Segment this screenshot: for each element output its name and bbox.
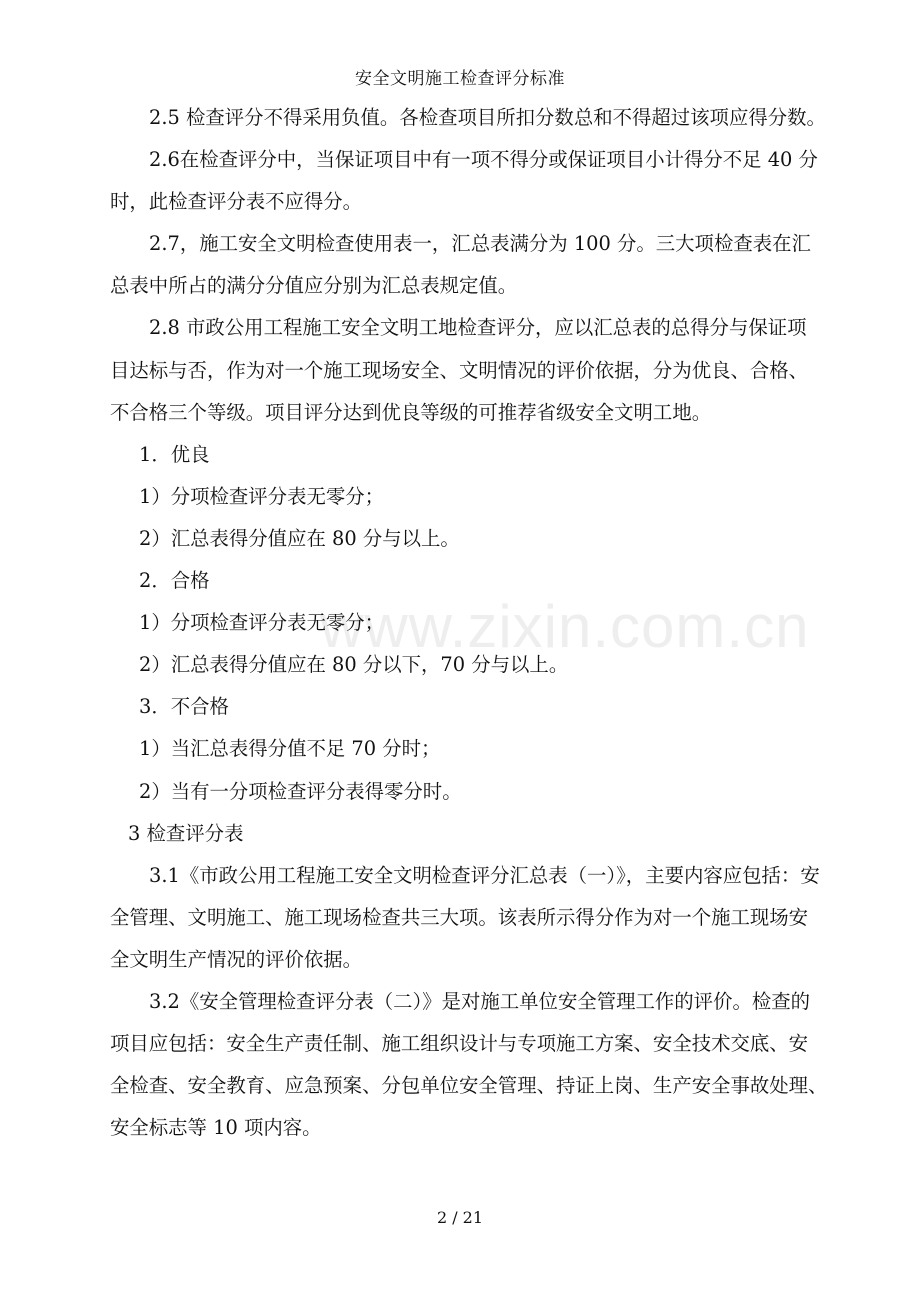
- grade-fail-item-2: 2）当有一分项检查评分表得零分时。: [139, 779, 462, 803]
- paragraph-3-2-line-2: 项目应包括：安全生产责任制、施工组织设计与专项施工方案、安全技术交底、安: [110, 1032, 809, 1056]
- page-header-title: 安全文明施工检查评分标准: [355, 69, 565, 89]
- grade-excellent-item-2: 2）汇总表得分值应在 80 分与以上。: [139, 526, 460, 550]
- paragraph-3-1-line-2: 全管理、文明施工、施工现场检查共三大项。该表所示得分作为对一个施工现场安: [110, 905, 809, 929]
- paragraph-2-7-line-2: 总表中所占的满分分值应分别为汇总表规定值。: [110, 274, 518, 298]
- grade-fail-item-1: 1）当汇总表得分值不足 70 分时；: [139, 737, 441, 761]
- paragraph-3-1-line-1: 3.1《市政公用工程施工安全文明检查评分汇总表（一）》，主要内容应包括：安: [149, 863, 820, 887]
- watermark: www.zixin.com.cn: [320, 593, 810, 660]
- paragraph-2-8-line-3: 不合格三个等级。项目评分达到优良等级的可推荐省级安全文明工地。: [110, 400, 712, 424]
- page-number: 2 / 21: [436, 1208, 484, 1227]
- grade-excellent-item-1: 1）分项检查评分表无零分；: [139, 484, 385, 508]
- paragraph-3-2-line-4: 安全标志等 10 项内容。: [110, 1116, 322, 1140]
- paragraph-2-5: 2.5 检查评分不得采用负值。各检查项目所扣分数总和不得超过该项应得分数。: [149, 106, 826, 129]
- grade-pass-item-1: 1）分项检查评分表无零分；: [139, 611, 385, 635]
- paragraph-3-2-line-1: 3.2《安全管理检查评分表（二）》是对施工单位安全管理工作的评价。检查的: [149, 989, 811, 1013]
- grade-fail-title: 3．不合格: [139, 695, 229, 719]
- paragraph-2-6-line-1: 2.6在检查评分中，当保证项目中有一项不得分或保证项目小计得分不足 40 分: [149, 148, 818, 172]
- grade-excellent-title: 1．优良: [139, 442, 210, 466]
- paragraph-2-8-line-2: 目达标与否，作为对一个施工现场安全、文明情况的评价依据，分为优良、合格、: [110, 358, 809, 382]
- paragraph-3-2-line-3: 全检查、安全教育、应急预案、分包单位安全管理、持证上岗、生产安全事故处理、: [110, 1074, 828, 1098]
- paragraph-2-6-line-2: 时，此检查评分表不应得分。: [110, 190, 363, 214]
- document-body: [110, 97, 832, 1149]
- grade-pass-item-2: 2）汇总表得分值应在 80 分以下，70 分与以上。: [139, 653, 569, 677]
- paragraph-3-1-line-3: 全文明生产情况的评价依据。: [110, 947, 363, 971]
- section-3-title: 3 检查评分表: [128, 821, 244, 845]
- paragraph-2-7-line-1: 2.7，施工安全文明检查使用表一，汇总表满分为 100 分。三大项检查表在汇: [149, 232, 811, 256]
- grade-pass-title: 2．合格: [139, 569, 210, 593]
- paragraph-2-8-line-1: 2.8 市政公用工程施工安全文明工地检查评分，应以汇总表的总得分与保证项: [149, 316, 807, 340]
